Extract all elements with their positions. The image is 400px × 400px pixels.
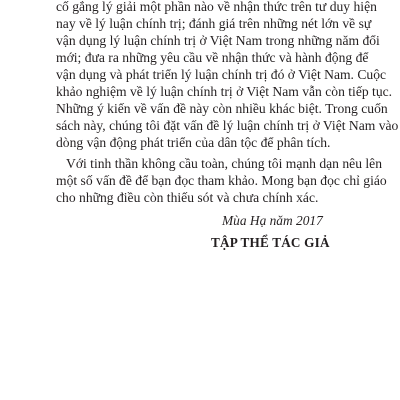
paragraph-line: vận dụng lý luận chính trị ở Việt Nam trong những năm đổi (56, 33, 380, 48)
paragraph-line: khảo nghiệm về lý luận chính trị ở Việt Nam vẫn còn tiếp tục. (56, 84, 393, 99)
signoff-date: Mùa Hạ năm 2017 (222, 213, 323, 228)
paragraph-line: cố gắng lý giải một phần nào về nhận thức trên tư duy hiện (56, 0, 377, 14)
paragraph-line: dòng vận động phát triển của dân tộc để phân tích. (56, 135, 331, 150)
paragraph-line: một số vấn đề để bạn đọc tham khảo. Mong bạn đọc chỉ giáo (56, 173, 387, 188)
paragraph-line: Những ý kiến về vấn đề này còn nhiều khác biệt. Trong cuốn (56, 101, 388, 116)
paragraph-line: sách này, chúng tôi đặt vấn đề lý luận chính trị ở Việt Nam vào (56, 118, 399, 133)
paragraph-line: mới; đưa ra những yêu cầu về nhận thức và hành động để (56, 50, 369, 65)
paragraph-line: cho những điều còn thiếu sót và chưa chính xác. (56, 190, 319, 205)
signoff-author: TẬP THỂ TÁC GIẢ (211, 235, 330, 250)
paragraph-line: nay về lý luận chính trị; đánh giá trên những nét lớn về sự (56, 16, 372, 31)
paragraph-line: vận dụng và phát triển lý luận chính trị đó ở Việt Nam. Cuộc (56, 67, 387, 82)
paragraph-line: Với tinh thần không cầu toàn, chúng tôi mạnh dạn nêu lên (66, 156, 383, 171)
